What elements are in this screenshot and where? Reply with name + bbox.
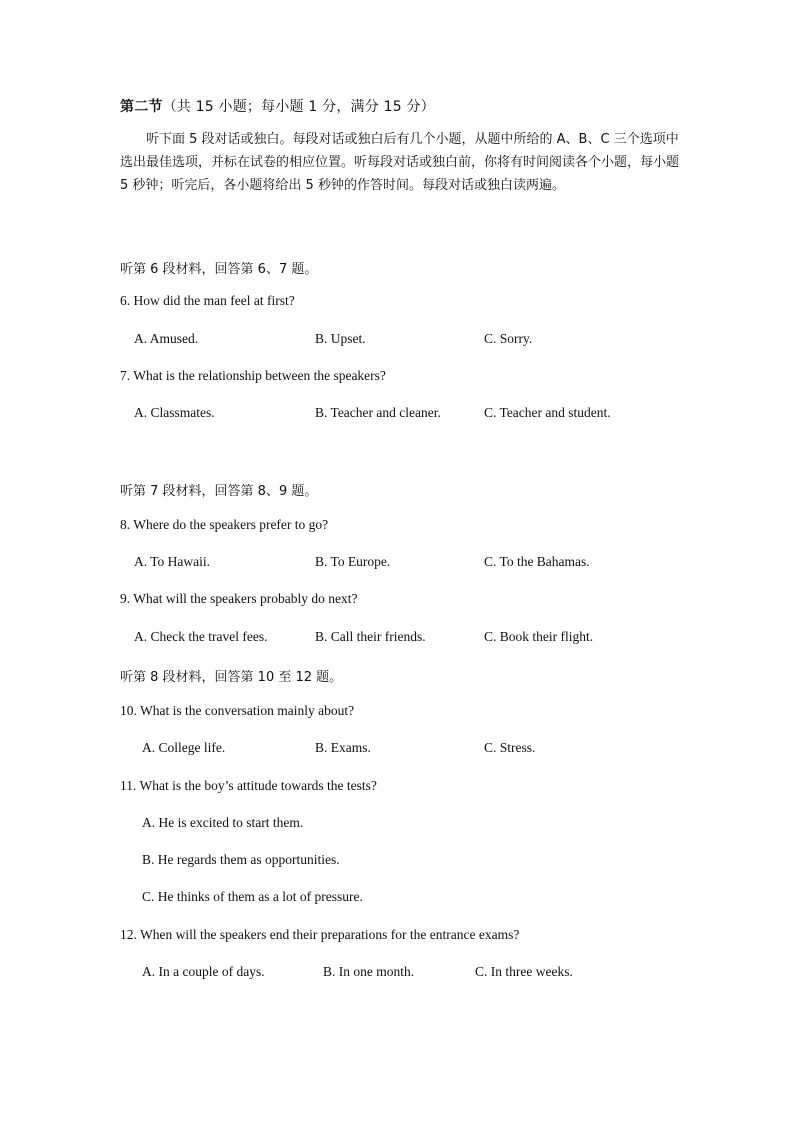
question-stem: 8. Where do the speakers prefer to go? [120, 517, 329, 532]
option-a: A. Check the travel fees. [134, 629, 268, 644]
option-b: B. In one month. [323, 964, 415, 979]
option-c: C. To the Bahamas. [484, 554, 590, 569]
option-a: A. In a couple of days. [142, 964, 265, 979]
option-c: C. Stress. [484, 740, 536, 755]
option-a: A. He is excited to start them. [142, 815, 304, 830]
option-a: A. To Hawaii. [134, 554, 211, 569]
instructions-paragraph: 听下面 5 段对话或独白。每段对话或独白后有几个小题，从题中所给的 A、B、C 三个选项中选出最佳选项，并标在试卷的相应位置。听每段对话或独白前，你将有时间阅读各个小题，每小题 5 秒钟；听完后，各小题将给出 5 秒钟的作答时间。每段对话或独白读两遍。 [120, 132, 680, 193]
question-stem: 10. What is the conversation mainly about? [120, 703, 355, 718]
question-stem: 12. When will the speakers end their preparations for the entrance exams? [120, 927, 520, 942]
option-b: B. Exams. [315, 740, 371, 755]
material-heading: 听第 6 段材料，回答第 6、7 题。 [120, 262, 318, 277]
option-c: C. In three weeks. [475, 964, 573, 979]
option-b: B. Upset. [315, 331, 366, 346]
question-stem: 7. What is the relationship between the speakers? [120, 368, 386, 383]
option-b: B. He regards them as opportunities. [142, 852, 340, 867]
section-header [120, 96, 435, 116]
option-c: C. Teacher and student. [484, 405, 611, 420]
material-heading: 听第 8 段材料，回答第 10 至 12 题。 [120, 670, 343, 685]
question-stem: 9. What will the speakers probably do next? [120, 591, 358, 606]
section-title: 第二节 [120, 99, 163, 115]
option-c: C. Sorry. [484, 331, 533, 346]
option-c: C. Book their flight. [484, 629, 594, 644]
section-subtitle: （共 15 小题；每小题 1 分，满分 15 分） [162, 99, 435, 115]
material-heading: 听第 7 段材料，回答第 8、9 题。 [120, 484, 318, 499]
option-b: B. Call their friends. [315, 629, 426, 644]
option-a: A. Amused. [134, 331, 199, 346]
option-b: B. Teacher and cleaner. [315, 405, 441, 420]
option-a: A. Classmates. [134, 405, 215, 420]
option-a: A. College life. [142, 740, 226, 755]
question-stem: 11. What is the boy’s attitude towards the tests? [120, 778, 377, 793]
question-stem: 6. How did the man feel at first? [120, 293, 295, 308]
option-c: C. He thinks of them as a lot of pressure. [142, 889, 363, 904]
option-b: B. To Europe. [315, 554, 391, 569]
